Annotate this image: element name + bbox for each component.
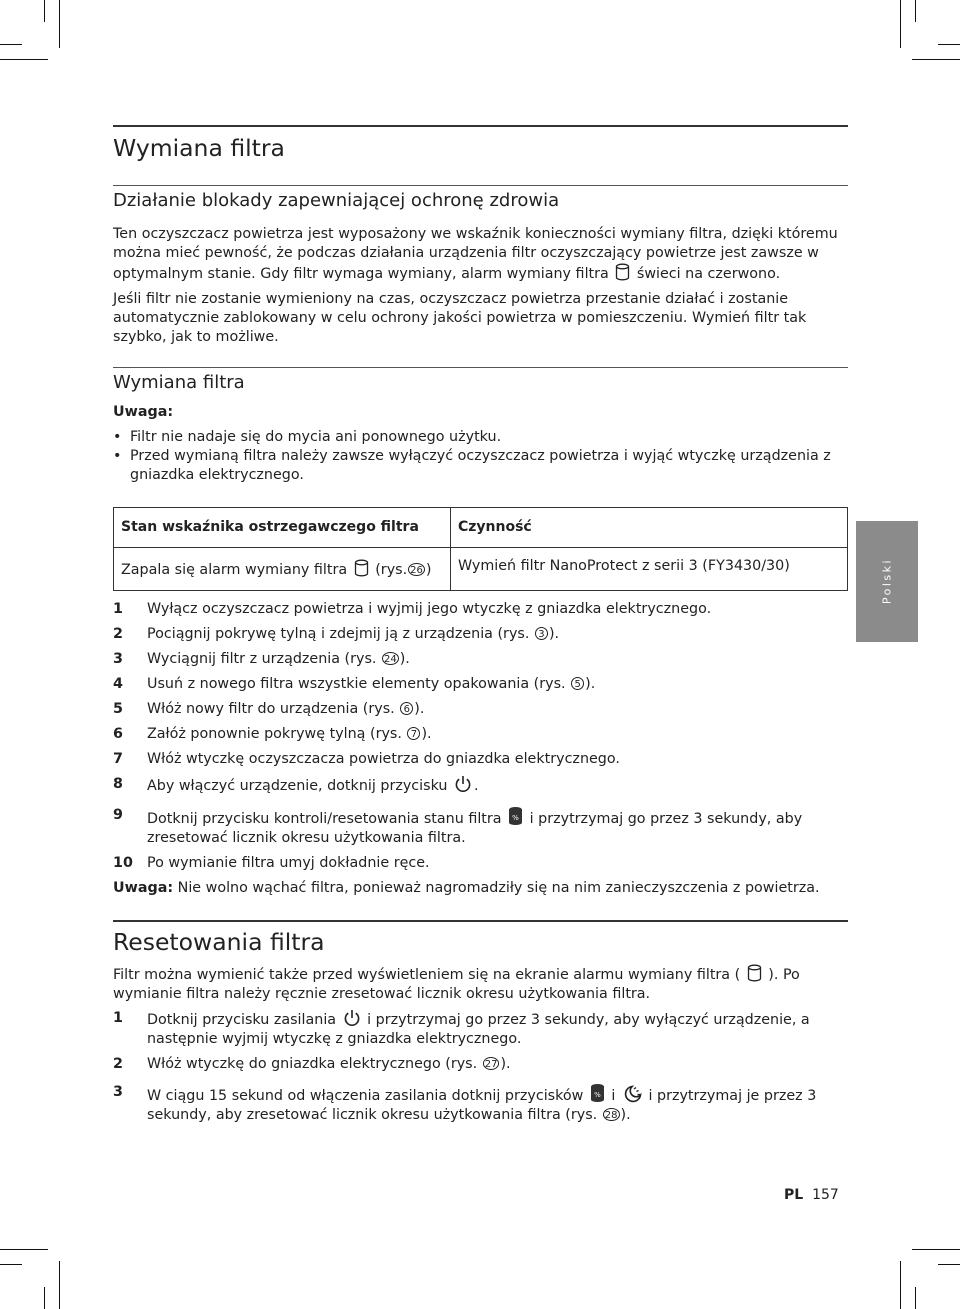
power-icon [343,1009,361,1027]
filter-alarm-icon [615,263,630,281]
paragraph: Jeśli filtr nie zostanie wymieniony na czas, oczyszczacz powietrza przestanie działać i zostanie automatycznie zablokowany w celu ochrony jakości powietrza w pomieszczeniu. Wymień filtr tak szybko, jak to możliwe. [113,291,807,345]
step-item: 6 Załóż ponownie pokrywę tylną (rys. 7 ). [113,726,432,742]
list-item: • Przed wymianą filtra należy zawsze wyłączyć oczyszczacz powietrza i wyjąć wtyczkę urządzenia z gniazdka elektrycznego. [113,448,831,483]
steps-list [113,600,848,873]
subsection-divider [113,367,848,368]
section-title: Wymiana filtra [113,134,285,162]
figure-number: 28 [604,1110,618,1121]
figure-number: 27 [484,1059,498,1070]
step-item: 8 Aby włączyć urządzenie, dotknij przycisku . [113,776,479,794]
figure-number: 5 [571,677,584,690]
step-item: 10 Po wymianie filtra umyj dokładnie ręce. [113,855,430,871]
step-item: 3 W ciągu 15 sekund od włączenia zasilania dotknij przycisków % i i przytrzymaj je przez 3 sekundy, aby zresetować licznik okresu użytkowania filtra (rys. 28 ). [113,1084,817,1123]
page-footer [784,1187,839,1203]
filter-alarm-icon [354,559,369,577]
section-title: Resetowania filtra [113,928,325,956]
table-cell: Wymień filtr NanoProtect z serii 3 (FY3430/30) [451,548,848,591]
step-item: 7 Włóż wtyczkę oczyszczacza powietrza do gniazdka elektrycznego. [113,751,620,767]
language-side-tab [856,521,918,642]
figure-number: 7 [407,727,420,740]
svg-text:%: % [512,814,519,822]
step-item: 1 Wyłącz oczyszczacz powietrza i wyjmij jego wtyczkę z gniazdka elektrycznego. [113,601,712,617]
power-icon [454,775,472,793]
subsection-title: Wymiana filtra [113,372,245,393]
filter-reset-icon [508,806,523,826]
language-code: PL [784,1187,804,1203]
main-content [113,125,848,1125]
table-header: Stan wskaźnika ostrzegawczego filtra [114,508,451,548]
language-tab-label: Polski [880,557,894,605]
status-table [113,507,848,591]
bullet-list [113,428,848,485]
step-item: 2 Pociągnij pokrywę tylną i zdejmij ją z urządzenia (rys. 3 ). [113,626,560,642]
step-item: 4 Usuń z nowego filtra wszystkie elementy opakowania (rys. 5 ). [113,676,596,692]
table-header: Czynność [451,508,848,548]
sleep-mode-icon [622,1085,642,1103]
table-header-row [114,508,848,548]
figure-number: 26 [410,564,423,576]
table-cell: Zapala się alarm wymiany filtra (rys. 26 ) [114,548,451,591]
list-item: • Filtr nie nadaje się do mycia ani ponownego użytku. [113,429,502,445]
note-label: Uwaga: [113,404,174,420]
section-divider [113,125,848,127]
page-number: 157 [812,1187,839,1203]
note: Uwaga: Nie wolno wąchać filtra, ponieważ nagromadziły się na nim zanieczyszczenia z powietrza. [113,880,820,896]
paragraph: Filtr można wymienić także przed wyświetleniem się na ekranie alarmu wymiany filtra ( ). Po wymianie filtra należy ręcznie zresetować licznik okresu użytkowania filtra. [113,964,848,1004]
figure-number: 6 [400,702,413,715]
filter-reset-icon [590,1083,605,1103]
subsection-divider [113,185,848,186]
step-item: 9 Dotknij przycisku kontroli/resetowania stanu filtra % i przytrzymaj go przez 3 sekundy, aby zresetować licznik okresu użytkowania filtra. [113,807,803,846]
filter-alarm-icon [747,964,762,982]
subsection-title: Działanie blokady zapewniającej ochronę zdrowia [113,190,560,211]
step-item: 3 Wyciągnij filtr z urządzenia (rys. 24 ). [113,651,410,667]
svg-text:%: % [594,1091,601,1099]
table-row [114,548,848,591]
paragraph: Ten oczyszczacz powietrza jest wyposażony we wskaźnik konieczności wymiany filtra, dzięki któremu można mieć pewność, że podczas działania urządzenia filtr oczyszczający powietrze jest zawsze w optymalnym stanie. Gdy filtr wymaga wymiany, alarm wymiany filtra świeci na czerwono. [113,226,838,282]
section-divider [113,920,848,922]
steps-list [113,1009,848,1125]
step-item: 2 Włóż wtyczkę do gniazdka elektrycznego (rys. 27 ). [113,1056,511,1072]
figure-number: 3 [535,627,548,640]
figure-number: 24 [384,654,397,665]
step-item: 1 Dotknij przycisku zasilania i przytrzymaj go przez 3 sekundy, aby wyłączyć urządzenie, a następnie wyjmij wtyczkę z gniazdka elektrycznego. [113,1010,810,1047]
step-item: 5 Włóż nowy filtr do urządzenia (rys. 6 ). [113,701,425,717]
